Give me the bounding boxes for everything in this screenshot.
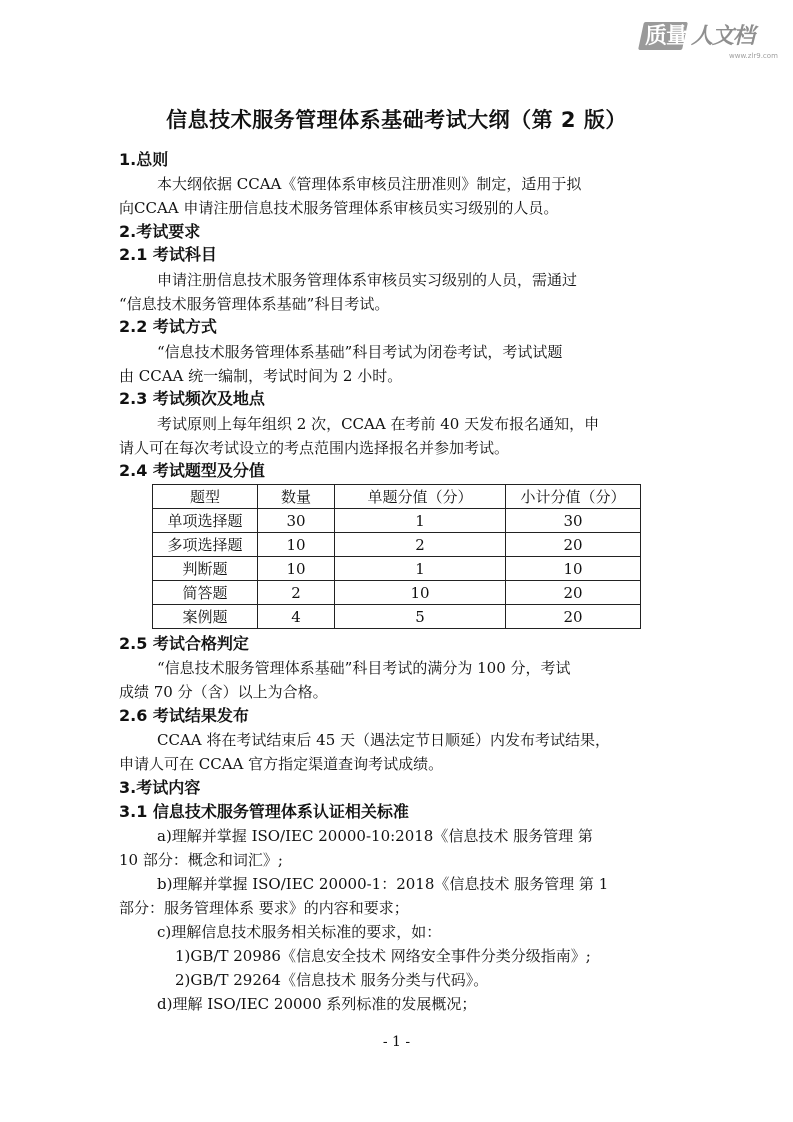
table-cell: 20 xyxy=(506,605,641,629)
section-2-5-heading: 2.5 考试合格判定 xyxy=(119,634,249,653)
table-row xyxy=(153,557,641,581)
table-cell: 1 xyxy=(335,509,506,533)
section-2-6-line-2: 申请人可在 CCAA 官方指定渠道查询考试成绩。 xyxy=(119,755,444,773)
table-cell: 20 xyxy=(506,581,641,605)
section-2-2-heading: 2.2 考试方式 xyxy=(119,317,217,336)
section-1-line-1: 本大纲依据 CCAA《管理体系审核员注册准则》制定，适用于拟 xyxy=(157,175,582,193)
section-3-1-item-d: d)理解 ISO/IEC 20000 系列标准的发展概况； xyxy=(157,995,477,1013)
table-cell: 20 xyxy=(506,533,641,557)
table-header-cell: 题型 xyxy=(153,485,258,509)
table-cell: 多项选择题 xyxy=(153,533,258,557)
table-cell: 2 xyxy=(335,533,506,557)
section-2-1-line-2: “信息技术服务管理体系基础”科目考试。 xyxy=(119,295,390,313)
section-2-5-line-2: 成绩 70 分（含）以上为合格。 xyxy=(119,683,328,701)
section-2-1-heading: 2.1 考试科目 xyxy=(119,245,217,264)
section-3-1-item-b-line-1: b)理解并掌握 ISO/IEC 20000-1：2018《信息技术 服务管理 第 1 xyxy=(157,875,609,893)
table-cell: 5 xyxy=(335,605,506,629)
section-3-1-item-c: c)理解信息技术服务相关标准的要求，如： xyxy=(157,923,442,941)
section-3-1-heading: 3.1 信息技术服务管理体系认证相关标准 xyxy=(119,802,409,821)
score-table xyxy=(152,484,641,629)
section-2-3-line-2: 请人可在每次考试设立的考点范围内选择报名并参加考试。 xyxy=(119,439,510,457)
table-cell: 10 xyxy=(335,581,506,605)
table-cell: 4 xyxy=(258,605,335,629)
section-3-1-item-a-line-2: 10 部分：概念和词汇》; xyxy=(119,851,283,869)
section-2-2-line-1: “信息技术服务管理体系基础”科目考试为闭卷考试，考试试题 xyxy=(157,343,563,361)
section-2-6-line-1: CCAA 将在考试结束后 45 天（遇法定节日顺延）内发布考试结果， xyxy=(157,731,611,749)
section-3-1-item-c-sub-1: 1)GB/T 20986《信息安全技术 网络安全事件分类分级指南》; xyxy=(175,947,591,965)
table-cell: 判断题 xyxy=(153,557,258,581)
section-2-6-heading: 2.6 考试结果发布 xyxy=(119,706,249,725)
section-3-heading: 3.考试内容 xyxy=(119,778,201,797)
table-cell: 2 xyxy=(258,581,335,605)
section-3-1-item-b-line-2: 部分：服务管理体系 要求》的内容和要求； xyxy=(119,899,409,917)
section-2-1-line-1: 申请注册信息技术服务管理体系审核员实习级别的人员，需通过 xyxy=(157,271,578,289)
table-cell: 单项选择题 xyxy=(153,509,258,533)
watermark-logo xyxy=(641,18,781,62)
watermark-url: www.zlr9.com xyxy=(729,52,778,60)
table-row xyxy=(153,581,641,605)
table-cell: 30 xyxy=(506,509,641,533)
section-2-heading: 2.考试要求 xyxy=(119,222,201,241)
section-2-3-line-1: 考试原则上每年组织 2 次，CCAA 在考前 40 天发布报名通知，申 xyxy=(157,415,600,433)
table-row xyxy=(153,605,641,629)
table-row xyxy=(153,509,641,533)
section-1-heading: 1.总则 xyxy=(119,150,169,169)
table-cell: 案例题 xyxy=(153,605,258,629)
section-3-1-item-c-sub-2: 2)GB/T 29264《信息技术 服务分类与代码》。 xyxy=(175,971,489,989)
document-title: 信息技术服务管理体系基础考试大纲（第 2 版） xyxy=(166,108,627,132)
table-header-cell: 单题分值（分） xyxy=(335,485,506,509)
section-1-line-2: 向CCAA 申请注册信息技术服务管理体系审核员实习级别的人员。 xyxy=(119,199,559,217)
table-cell: 简答题 xyxy=(153,581,258,605)
table-header-cell: 小计分值（分） xyxy=(506,485,641,509)
section-2-4-heading: 2.4 考试题型及分值 xyxy=(119,461,265,480)
page-number: - 1 - xyxy=(382,1034,411,1050)
section-2-2-line-2: 由 CCAA 统一编制，考试时间为 2 小时。 xyxy=(119,367,403,385)
watermark-text-main: 质量 xyxy=(645,24,688,49)
table-cell: 30 xyxy=(258,509,335,533)
table-cell: 10 xyxy=(258,533,335,557)
section-3-1-item-a-line-1: a)理解并掌握 ISO/IEC 20000-10:2018《信息技术 服务管理 第 xyxy=(157,827,593,845)
table-cell: 10 xyxy=(258,557,335,581)
table-cell: 1 xyxy=(335,557,506,581)
table-row xyxy=(153,533,641,557)
watermark-text-side: 人文档 xyxy=(691,24,755,49)
table-cell: 10 xyxy=(506,557,641,581)
section-2-3-heading: 2.3 考试频次及地点 xyxy=(119,389,265,408)
section-2-5-line-1: “信息技术服务管理体系基础”科目考试的满分为 100 分，考试 xyxy=(157,659,571,677)
table-header-row xyxy=(153,485,641,509)
table-header-cell: 数量 xyxy=(258,485,335,509)
